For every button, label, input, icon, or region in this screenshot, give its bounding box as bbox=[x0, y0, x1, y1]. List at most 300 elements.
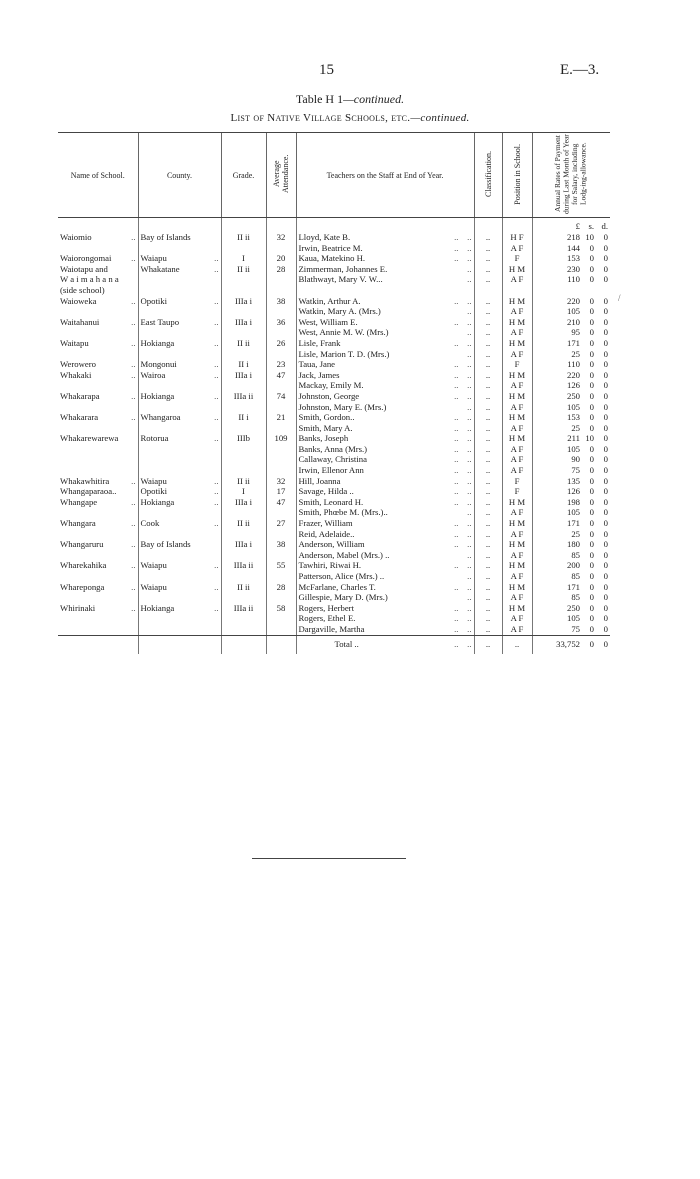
position-cell bbox=[502, 476, 532, 487]
teacher-cell-text: Dargaville, Martha bbox=[298, 623, 365, 634]
county-cell bbox=[138, 349, 221, 360]
table-row bbox=[58, 486, 610, 497]
school-cell bbox=[58, 274, 138, 285]
position-cell-text: F bbox=[514, 486, 520, 497]
salary-pounds: 105 bbox=[566, 613, 580, 624]
position-cell-text: H M bbox=[508, 433, 526, 444]
teacher-cell bbox=[296, 444, 474, 455]
salary-pence: 0 bbox=[603, 581, 608, 592]
county-cell bbox=[138, 232, 221, 243]
salary-shillings: 0 bbox=[589, 613, 594, 624]
salary-cell bbox=[532, 380, 610, 391]
position-cell bbox=[502, 243, 532, 254]
school-cell bbox=[58, 285, 138, 296]
school-cell bbox=[58, 306, 138, 317]
salary-shillings: 0 bbox=[589, 263, 594, 274]
salary-pence: 0 bbox=[603, 412, 608, 423]
salary-pence: 0 bbox=[603, 518, 608, 529]
county-cell bbox=[138, 338, 221, 349]
salary-pence: 0 bbox=[603, 486, 608, 497]
total-pence: 0 bbox=[603, 639, 608, 650]
attendance-cell bbox=[266, 359, 296, 370]
county-cell bbox=[138, 391, 221, 402]
leader-dots: .. bbox=[214, 316, 219, 327]
school-cell bbox=[58, 349, 138, 360]
position-cell-text: H M bbox=[508, 539, 526, 550]
leader-dots: .. .. bbox=[454, 560, 472, 571]
col-header-attendance: Average Attendance. bbox=[266, 133, 296, 218]
school-cell bbox=[58, 296, 138, 307]
salary-pounds: 250 bbox=[566, 390, 580, 401]
position-cell bbox=[502, 592, 532, 603]
leader-dots: .. bbox=[214, 390, 219, 401]
classification-cell-text: .. bbox=[485, 560, 491, 571]
classification-cell-text: .. bbox=[485, 401, 491, 412]
salary-pence: 0 bbox=[603, 253, 608, 264]
salary-pence: 0 bbox=[603, 560, 608, 571]
teacher-cell-text: Smith, Leonard H. bbox=[298, 496, 364, 507]
position-cell-text: H M bbox=[508, 560, 526, 571]
grade-cell bbox=[221, 232, 266, 243]
classification-cell bbox=[474, 454, 502, 465]
teacher-cell bbox=[296, 338, 474, 349]
teacher-cell bbox=[296, 327, 474, 338]
salary-pounds: 180 bbox=[566, 539, 580, 550]
county-cell bbox=[138, 433, 221, 444]
table-row bbox=[58, 529, 610, 540]
school-cell bbox=[58, 433, 138, 444]
teacher-cell-text: Taua, Jane bbox=[298, 359, 336, 370]
position-cell bbox=[502, 518, 532, 529]
attendance-cell bbox=[266, 349, 296, 360]
position-cell bbox=[502, 412, 532, 423]
salary-cell bbox=[532, 391, 610, 402]
table-row bbox=[58, 539, 610, 550]
salary-pounds: 110 bbox=[567, 274, 580, 285]
county-cell bbox=[138, 560, 221, 571]
grade-cell bbox=[221, 486, 266, 497]
school-cell-text: Whangaparaoa.. bbox=[60, 486, 117, 497]
salary-cell bbox=[532, 497, 610, 508]
position-cell bbox=[502, 380, 532, 391]
classification-cell bbox=[474, 359, 502, 370]
salary-cell bbox=[532, 465, 610, 476]
classification-cell bbox=[474, 370, 502, 381]
classification-cell bbox=[474, 486, 502, 497]
teacher-cell-text: McFarlane, Charles T. bbox=[298, 581, 376, 592]
salary-shillings: 0 bbox=[589, 359, 594, 370]
classification-cell bbox=[474, 296, 502, 307]
teacher-cell bbox=[296, 232, 474, 243]
salary-cell bbox=[532, 603, 610, 614]
salary-cell bbox=[532, 412, 610, 423]
county-cell-text: Hokianga bbox=[140, 337, 175, 348]
salary-pounds: 171 bbox=[566, 337, 580, 348]
attendance-cell bbox=[266, 370, 296, 381]
salary-cell bbox=[532, 253, 610, 264]
attendance-cell-text: 36 bbox=[276, 316, 286, 327]
position-cell bbox=[502, 296, 532, 307]
school-cell-text: Whakarara bbox=[60, 412, 99, 423]
salary-pence: 0 bbox=[603, 263, 608, 274]
total-label: Total .. bbox=[334, 639, 359, 650]
county-cell-text: Hokianga bbox=[140, 602, 175, 613]
grade-cell bbox=[221, 624, 266, 635]
col-header-teachers: Teachers on the Staff at End of Year. bbox=[296, 133, 474, 218]
teacher-cell bbox=[296, 613, 474, 624]
county-cell bbox=[138, 243, 221, 254]
teacher-cell bbox=[296, 571, 474, 582]
leader-dots: .. .. bbox=[454, 433, 472, 444]
leader-dots: .. .. bbox=[454, 337, 472, 348]
leader-dots: .. bbox=[131, 518, 136, 529]
position-cell-text: A F bbox=[510, 465, 524, 476]
grade-cell bbox=[221, 444, 266, 455]
grade-cell bbox=[221, 465, 266, 476]
table-subtitle-main: List of Native Village Schools, etc. bbox=[230, 112, 411, 124]
attendance-cell bbox=[266, 327, 296, 338]
grade-cell bbox=[221, 391, 266, 402]
table-row bbox=[58, 433, 610, 444]
table-row bbox=[58, 402, 610, 413]
salary-pence: 0 bbox=[603, 337, 608, 348]
table-title-main: Table H 1 bbox=[295, 92, 344, 106]
position-cell-text: A F bbox=[510, 327, 524, 338]
classification-cell bbox=[474, 380, 502, 391]
grade-cell bbox=[221, 412, 266, 423]
total-classification-cell bbox=[474, 635, 502, 654]
table-row bbox=[58, 507, 610, 518]
grade-cell bbox=[221, 370, 266, 381]
leader-dots: .. .. bbox=[454, 581, 472, 592]
leader-dots: .. bbox=[131, 496, 136, 507]
salary-pounds: 85 bbox=[571, 592, 580, 603]
table-row bbox=[58, 306, 610, 317]
salary-pounds: 153 bbox=[566, 412, 580, 423]
teacher-cell-text: Mackay, Emily M. bbox=[298, 380, 364, 391]
classification-cell bbox=[474, 444, 502, 455]
attendance-cell-text: 23 bbox=[276, 359, 286, 370]
school-cell-text: Whangape bbox=[60, 496, 98, 507]
schools-table bbox=[58, 132, 610, 654]
county-cell bbox=[138, 296, 221, 307]
county-cell bbox=[138, 476, 221, 487]
school-cell-text: (side school) bbox=[60, 284, 105, 295]
position-cell bbox=[502, 497, 532, 508]
classification-cell-text: .. bbox=[485, 306, 491, 317]
teacher-cell-text: Zimmerman, Johannes E. bbox=[298, 263, 388, 274]
school-cell bbox=[58, 507, 138, 518]
classification-cell bbox=[474, 571, 502, 582]
salary-pounds: 210 bbox=[566, 316, 580, 327]
salary-shillings: 0 bbox=[589, 581, 594, 592]
total-label-cell bbox=[296, 635, 474, 654]
salary-shillings: 0 bbox=[589, 316, 594, 327]
classification-cell bbox=[474, 349, 502, 360]
school-cell bbox=[58, 253, 138, 264]
salary-pence: 0 bbox=[603, 454, 608, 465]
grade-cell bbox=[221, 306, 266, 317]
classification-cell bbox=[474, 624, 502, 635]
salary-pence: 0 bbox=[603, 348, 608, 359]
classification-cell bbox=[474, 391, 502, 402]
table-row bbox=[58, 465, 610, 476]
teacher-cell bbox=[296, 507, 474, 518]
classification-cell bbox=[474, 592, 502, 603]
teacher-cell bbox=[296, 592, 474, 603]
attendance-cell-text: 38 bbox=[276, 539, 286, 550]
attendance-cell bbox=[266, 274, 296, 285]
grade-cell-text: IIIa i bbox=[234, 539, 253, 550]
salary-shillings: 0 bbox=[589, 242, 594, 253]
salary-cell bbox=[532, 349, 610, 360]
salary-pounds: 105 bbox=[566, 507, 580, 518]
salary-pence: 0 bbox=[603, 465, 608, 476]
position-cell bbox=[502, 402, 532, 413]
teacher-cell bbox=[296, 476, 474, 487]
teacher-cell bbox=[296, 306, 474, 317]
leader-dots: .. .. bbox=[454, 232, 472, 242]
classification-cell-text: .. bbox=[485, 412, 491, 423]
salary-cell bbox=[532, 518, 610, 529]
county-cell bbox=[138, 274, 221, 285]
salary-pounds: 250 bbox=[566, 602, 580, 613]
teacher-cell bbox=[296, 264, 474, 275]
county-cell-text: Bay of Islands bbox=[140, 232, 191, 242]
county-cell bbox=[138, 592, 221, 603]
classification-cell bbox=[474, 274, 502, 285]
school-cell bbox=[58, 338, 138, 349]
salary-pounds: 105 bbox=[566, 306, 580, 317]
table-row bbox=[58, 317, 610, 328]
classification-cell-text: .. bbox=[485, 380, 491, 391]
leader-dots: .. bbox=[214, 359, 219, 370]
county-cell bbox=[138, 454, 221, 465]
grade-cell-text: IIIb bbox=[236, 433, 251, 444]
teacher-cell-text: West, William E. bbox=[298, 316, 358, 327]
teacher-cell bbox=[296, 465, 474, 476]
attendance-cell-text: 17 bbox=[276, 486, 286, 497]
attendance-cell bbox=[266, 444, 296, 455]
position-cell bbox=[502, 274, 532, 285]
county-cell bbox=[138, 529, 221, 540]
teacher-cell-text: Kaua, Matekino H. bbox=[298, 253, 366, 264]
teacher-cell-text: Irwin, Ellenor Ann bbox=[298, 465, 364, 476]
position-cell bbox=[502, 550, 532, 561]
attendance-cell bbox=[266, 285, 296, 296]
county-cell bbox=[138, 285, 221, 296]
grade-cell-text: II ii bbox=[237, 263, 250, 274]
county-cell-text: Whakatane bbox=[140, 263, 180, 274]
classification-cell bbox=[474, 476, 502, 487]
position-cell-text: A F bbox=[510, 623, 524, 634]
leader-dots: .. bbox=[131, 475, 136, 486]
grade-cell-text: I bbox=[242, 253, 245, 264]
table-row bbox=[58, 285, 610, 296]
county-cell bbox=[138, 539, 221, 550]
school-cell bbox=[58, 465, 138, 476]
salary-pounds: 218 bbox=[566, 232, 580, 242]
grade-cell bbox=[221, 380, 266, 391]
salary-cell bbox=[532, 338, 610, 349]
salary-shillings: 0 bbox=[589, 592, 594, 603]
teacher-cell-text: Smith, Gordon.. bbox=[298, 412, 355, 423]
position-cell bbox=[502, 433, 532, 444]
classification-cell-text: .. bbox=[485, 571, 491, 581]
salary-pence: 0 bbox=[603, 232, 608, 242]
teacher-cell-text: Callaway, Christina bbox=[298, 454, 367, 465]
grade-cell-text: II ii bbox=[237, 337, 250, 348]
county-cell bbox=[138, 370, 221, 381]
attendance-cell bbox=[266, 624, 296, 635]
classification-cell-text: .. bbox=[485, 528, 491, 539]
salary-pence: 0 bbox=[603, 369, 608, 380]
teacher-cell-text: Gillespie, Mary D. (Mrs.) bbox=[298, 592, 388, 603]
salary-pence: 0 bbox=[603, 316, 608, 327]
attendance-cell bbox=[266, 465, 296, 476]
salary-pounds: 200 bbox=[566, 560, 580, 571]
county-cell-text: Waiapu bbox=[140, 253, 167, 264]
salary-cell bbox=[532, 476, 610, 487]
salary-shillings: 0 bbox=[589, 380, 594, 391]
grade-cell-text: II i bbox=[238, 412, 249, 423]
attendance-cell bbox=[266, 454, 296, 465]
salary-cell bbox=[532, 507, 610, 518]
position-cell-text: H M bbox=[508, 518, 526, 529]
school-cell bbox=[58, 243, 138, 254]
attendance-cell-text: 26 bbox=[276, 337, 286, 348]
grade-cell bbox=[221, 359, 266, 370]
position-cell-text: F bbox=[514, 475, 520, 486]
salary-pounds: 90 bbox=[571, 454, 580, 465]
teacher-cell-text: Tawhiri, Riwai H. bbox=[298, 560, 362, 571]
attendance-cell bbox=[266, 264, 296, 275]
county-cell-text: Hokianga bbox=[140, 390, 175, 401]
salary-shillings: 0 bbox=[589, 507, 594, 518]
table-row bbox=[58, 550, 610, 561]
school-cell bbox=[58, 317, 138, 328]
salary-shillings: 0 bbox=[589, 253, 594, 264]
position-cell bbox=[502, 582, 532, 593]
county-cell bbox=[138, 613, 221, 624]
school-cell-text: W a i m a h a n a bbox=[60, 274, 119, 285]
salary-pence: 0 bbox=[603, 623, 608, 634]
attendance-cell bbox=[266, 518, 296, 529]
salary-pounds: 135 bbox=[566, 475, 580, 486]
position-cell-text: A F bbox=[510, 443, 524, 454]
table-subtitle-suffix: —continued. bbox=[410, 112, 470, 124]
school-cell-text: Whakaki bbox=[60, 369, 92, 380]
salary-cell bbox=[532, 592, 610, 603]
salary-pence: 0 bbox=[603, 602, 608, 613]
teacher-cell bbox=[296, 603, 474, 614]
attendance-cell bbox=[266, 317, 296, 328]
teacher-cell-text: Reid, Adelaide.. bbox=[298, 528, 355, 539]
position-cell-text: A F bbox=[510, 592, 524, 603]
leader-dots: .. bbox=[214, 518, 219, 529]
salary-cell bbox=[532, 454, 610, 465]
table-row bbox=[58, 476, 610, 487]
position-cell-text: A F bbox=[510, 571, 524, 581]
table-subtitle bbox=[0, 112, 700, 124]
classification-cell bbox=[474, 243, 502, 254]
position-cell bbox=[502, 327, 532, 338]
attendance-cell bbox=[266, 560, 296, 571]
leader-dots: .. bbox=[131, 295, 136, 306]
school-cell-text: Whakarapa bbox=[60, 390, 100, 401]
leader-dots: .. bbox=[214, 486, 219, 497]
county-cell bbox=[138, 444, 221, 455]
school-cell bbox=[58, 603, 138, 614]
classification-cell-text: .. bbox=[485, 613, 491, 624]
county-cell-text: Waiapu bbox=[140, 560, 167, 571]
attendance-cell bbox=[266, 486, 296, 497]
page-number: 15 bbox=[319, 62, 334, 78]
position-cell bbox=[502, 232, 532, 243]
position-cell-text: A F bbox=[510, 380, 524, 391]
leader-dots: .. bbox=[458, 571, 472, 581]
salary-shillings: 0 bbox=[589, 518, 594, 529]
position-cell-text: A F bbox=[510, 528, 524, 539]
table-row bbox=[58, 349, 610, 360]
county-cell-text: Wairoa bbox=[140, 369, 166, 380]
leader-dots: .. .. bbox=[454, 422, 472, 433]
teacher-cell bbox=[296, 317, 474, 328]
salary-pence: 0 bbox=[603, 401, 608, 412]
col-header-salary: Annual Rates of Payment during Last Month of Year for Salary, including Lodg-ing-allowance. bbox=[532, 133, 610, 218]
salary-pounds: 144 bbox=[566, 242, 580, 253]
total-shillings: 0 bbox=[589, 639, 594, 650]
position-cell-text: A F bbox=[510, 242, 524, 253]
table-row bbox=[58, 264, 610, 275]
county-cell bbox=[138, 582, 221, 593]
salary-shillings: 10 bbox=[585, 433, 594, 444]
county-cell-text: Waiapu bbox=[140, 475, 167, 486]
classification-cell bbox=[474, 433, 502, 444]
school-cell bbox=[58, 444, 138, 455]
grade-cell bbox=[221, 264, 266, 275]
salary-cell bbox=[532, 306, 610, 317]
position-cell-text: H M bbox=[508, 369, 526, 380]
teacher-cell bbox=[296, 412, 474, 423]
salary-pence: 0 bbox=[603, 507, 608, 518]
county-cell-text: Mongonui bbox=[140, 359, 177, 370]
teacher-cell bbox=[296, 624, 474, 635]
county-cell-text: Cook bbox=[140, 518, 160, 529]
total-salary-cell bbox=[532, 635, 610, 654]
position-cell-text: A F bbox=[510, 306, 524, 317]
attendance-cell bbox=[266, 571, 296, 582]
salary-shillings: 0 bbox=[589, 327, 594, 338]
attendance-cell bbox=[266, 338, 296, 349]
salary-pounds: 126 bbox=[566, 380, 580, 391]
school-cell bbox=[58, 476, 138, 487]
grade-cell-text: II ii bbox=[237, 581, 250, 592]
school-cell bbox=[58, 539, 138, 550]
salary-pounds: 230 bbox=[566, 263, 580, 274]
leader-dots: .. bbox=[214, 581, 219, 592]
salary-pence: 0 bbox=[603, 274, 608, 285]
salary-shillings: 0 bbox=[589, 571, 594, 581]
leader-dots: .. .. bbox=[454, 316, 472, 327]
classification-cell-text: .. bbox=[485, 348, 491, 359]
classification-cell bbox=[474, 465, 502, 476]
attendance-cell-text: 21 bbox=[276, 412, 286, 423]
table-row bbox=[58, 613, 610, 624]
leader-dots: .. .. bbox=[454, 454, 472, 465]
salary-pence: 0 bbox=[603, 613, 608, 624]
classification-cell-text: .. bbox=[485, 316, 491, 327]
